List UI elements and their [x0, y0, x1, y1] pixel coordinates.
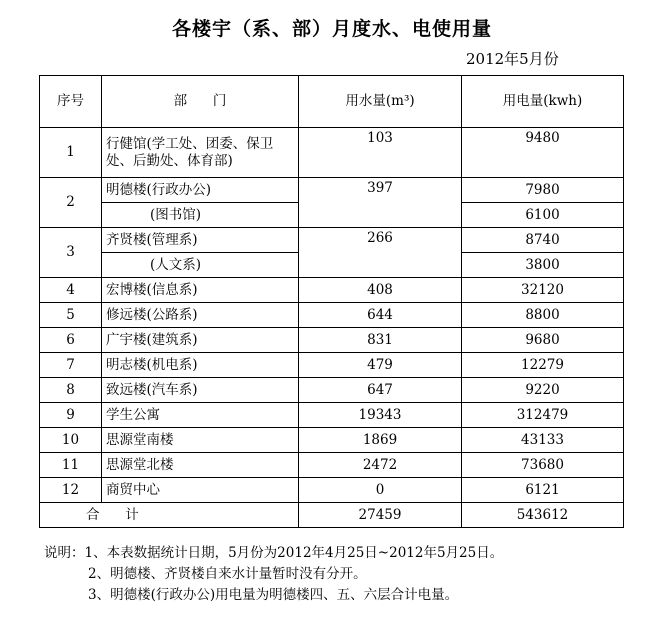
seq-cell: 12 — [40, 478, 102, 503]
dept-cell: 齐贤楼(管理系) — [102, 228, 299, 253]
seq-cell: 9 — [40, 403, 102, 428]
elec-cell: 9220 — [462, 378, 624, 403]
page-title: 各楼宇（系、部）月度水、电使用量 — [171, 18, 492, 40]
note-1: 说明：1、本表数据统计日期，5月份为2012年4月25日~2012年5月25日。 — [44, 545, 504, 561]
seq-cell: 7 — [40, 353, 102, 378]
table-row — [40, 403, 624, 428]
water-cell: 1869 — [299, 428, 462, 453]
dept-cell: 宏博楼(信息系) — [102, 278, 299, 303]
elec-cell: 9680 — [462, 328, 624, 353]
total-label: 合 计 — [40, 503, 299, 528]
dept-cell: 行健馆(学工处、团委、保卫处、后勤处、体育部) — [102, 128, 299, 178]
dept-cell: 学生公寓 — [102, 403, 299, 428]
seq-cell: 10 — [40, 428, 102, 453]
dept-cell: 修远楼(公路系) — [102, 303, 299, 328]
col-header-seq: 序号 — [40, 76, 102, 128]
elec-cell: 9480 — [462, 128, 624, 178]
elec-cell: 7980 — [462, 178, 624, 203]
sub-dept-cell: (图书馆) — [102, 203, 299, 228]
elec-cell: 312479 — [462, 403, 624, 428]
water-cell: 479 — [299, 353, 462, 378]
table-row — [40, 453, 624, 478]
sub-dept-cell: (人文系) — [102, 253, 299, 278]
table-row — [40, 428, 624, 453]
water-cell: 397 — [299, 178, 462, 228]
water-cell: 2472 — [299, 453, 462, 478]
elec-cell: 32120 — [462, 278, 624, 303]
water-cell: 0 — [299, 478, 462, 503]
water-cell: 19343 — [299, 403, 462, 428]
col-header-elec: 用电量(kwh) — [462, 76, 624, 128]
dept-cell: 明德楼(行政办公) — [102, 178, 299, 203]
dept-cell: 明志楼(机电系) — [102, 353, 299, 378]
total-row — [40, 503, 624, 528]
seq-cell: 1 — [40, 128, 102, 178]
dept-cell: 商贸中心 — [102, 478, 299, 503]
table-row — [40, 303, 624, 328]
report-date: 2012年5月份 — [466, 50, 559, 68]
note-2: 2、明德楼、齐贤楼自来水计量暂时没有分开。 — [88, 566, 367, 582]
table-row — [40, 128, 624, 178]
seq-cell: 11 — [40, 453, 102, 478]
col-header-water: 用水量(m³) — [299, 76, 462, 128]
water-cell: 103 — [299, 128, 462, 178]
dept-cell: 思源堂南楼 — [102, 428, 299, 453]
dept-cell: 广宇楼(建筑系) — [102, 328, 299, 353]
table-row — [40, 228, 624, 253]
elec-cell: 6121 — [462, 478, 624, 503]
dept-cell: 思源堂北楼 — [102, 453, 299, 478]
total-water: 27459 — [299, 503, 462, 528]
water-cell: 408 — [299, 278, 462, 303]
elec-cell: 43133 — [462, 428, 624, 453]
seq-cell: 8 — [40, 378, 102, 403]
usage-table — [39, 75, 624, 528]
seq-cell: 3 — [40, 228, 102, 278]
table-row — [40, 478, 624, 503]
water-cell: 647 — [299, 378, 462, 403]
elec-cell: 73680 — [462, 453, 624, 478]
seq-cell: 4 — [40, 278, 102, 303]
water-cell: 644 — [299, 303, 462, 328]
table-row — [40, 178, 624, 203]
table-row — [40, 378, 624, 403]
elec-cell: 6100 — [462, 203, 624, 228]
seq-cell: 2 — [40, 178, 102, 228]
dept-cell: 致远楼(汽车系) — [102, 378, 299, 403]
elec-cell: 8740 — [462, 228, 624, 253]
elec-cell: 12279 — [462, 353, 624, 378]
table-row — [40, 328, 624, 353]
col-header-dept: 部 门 — [102, 76, 299, 128]
notes — [44, 543, 503, 606]
elec-cell: 8800 — [462, 303, 624, 328]
seq-cell: 6 — [40, 328, 102, 353]
table-row — [40, 278, 624, 303]
seq-cell: 5 — [40, 303, 102, 328]
header-row — [40, 76, 624, 128]
water-cell: 266 — [299, 228, 462, 278]
water-cell: 831 — [299, 328, 462, 353]
note-3: 3、明德楼(行政办公)用电量为明德楼四、五、六层合计电量。 — [88, 587, 459, 603]
elec-cell: 3800 — [462, 253, 624, 278]
total-elec: 543612 — [462, 503, 624, 528]
table-row — [40, 353, 624, 378]
